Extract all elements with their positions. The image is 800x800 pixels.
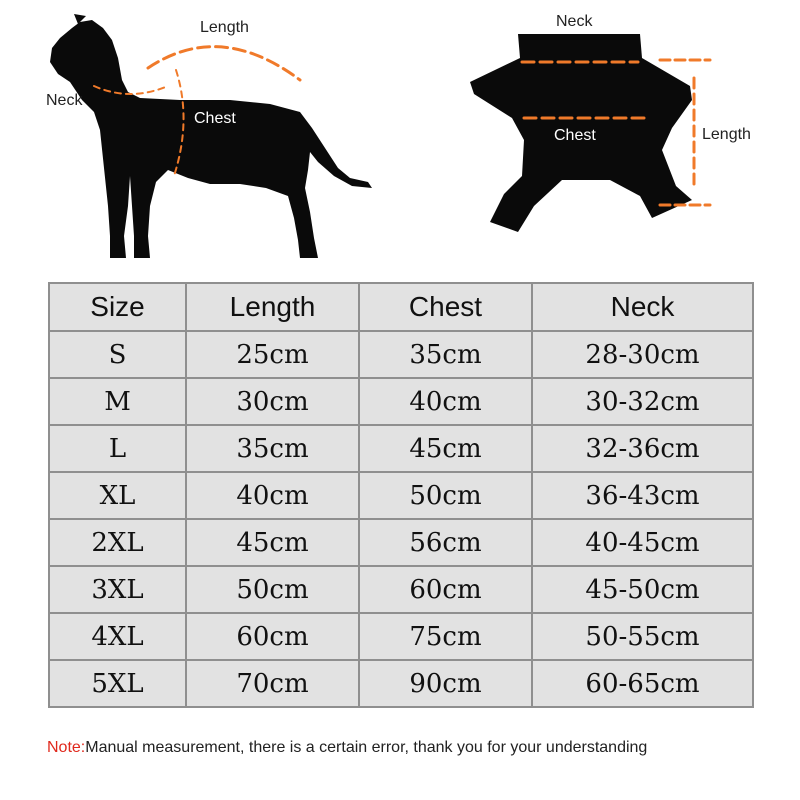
cell-length: 30cm <box>186 378 359 425</box>
cell-neck: 50-55cm <box>532 613 753 660</box>
cell-length: 60cm <box>186 613 359 660</box>
cell-chest: 40cm <box>359 378 532 425</box>
dog-silhouette <box>50 14 372 258</box>
note-text: Manual measurement, there is a certain error, thank you for your understanding <box>85 739 648 756</box>
header-length: Length <box>186 283 359 331</box>
garment-chest-label: Chest <box>554 127 596 144</box>
cell-chest: 56cm <box>359 519 532 566</box>
cell-size: S <box>49 331 186 378</box>
measurement-note <box>47 739 647 757</box>
cell-chest: 50cm <box>359 472 532 519</box>
table-row <box>49 472 753 519</box>
cell-size: L <box>49 425 186 472</box>
cell-neck: 30-32cm <box>532 378 753 425</box>
cell-neck: 60-65cm <box>532 660 753 707</box>
measurement-illustration <box>0 0 800 272</box>
table-row <box>49 613 753 660</box>
cell-size: 3XL <box>49 566 186 613</box>
header-chest: Chest <box>359 283 532 331</box>
cell-neck: 32-36cm <box>532 425 753 472</box>
table-header-row <box>49 283 753 331</box>
table-row <box>49 566 753 613</box>
cell-chest: 75cm <box>359 613 532 660</box>
cell-length: 70cm <box>186 660 359 707</box>
cell-chest: 90cm <box>359 660 532 707</box>
cell-length: 50cm <box>186 566 359 613</box>
garment-length-label: Length <box>702 126 751 143</box>
table-row <box>49 425 753 472</box>
cell-chest: 35cm <box>359 331 532 378</box>
cell-size: 4XL <box>49 613 186 660</box>
cell-neck: 45-50cm <box>532 566 753 613</box>
cell-neck: 36-43cm <box>532 472 753 519</box>
cell-length: 40cm <box>186 472 359 519</box>
cell-chest: 45cm <box>359 425 532 472</box>
garment-neck-label: Neck <box>556 13 593 30</box>
table-row <box>49 331 753 378</box>
cell-size: 5XL <box>49 660 186 707</box>
size-chart-table <box>48 282 754 708</box>
cell-neck: 28-30cm <box>532 331 753 378</box>
table-row <box>49 378 753 425</box>
cell-length: 45cm <box>186 519 359 566</box>
cell-length: 35cm <box>186 425 359 472</box>
note-label: Note: <box>47 739 86 756</box>
cell-chest: 60cm <box>359 566 532 613</box>
dog-chest-label: Chest <box>194 110 236 127</box>
dog-length-label: Length <box>200 19 249 36</box>
cell-size: M <box>49 378 186 425</box>
header-size: Size <box>49 283 186 331</box>
cell-size: XL <box>49 472 186 519</box>
table-row <box>49 660 753 707</box>
cell-length: 25cm <box>186 331 359 378</box>
cell-size: 2XL <box>49 519 186 566</box>
dog-length-line <box>148 47 300 80</box>
cell-neck: 40-45cm <box>532 519 753 566</box>
header-neck: Neck <box>532 283 753 331</box>
dog-neck-label: Neck <box>46 92 83 109</box>
table-row <box>49 519 753 566</box>
